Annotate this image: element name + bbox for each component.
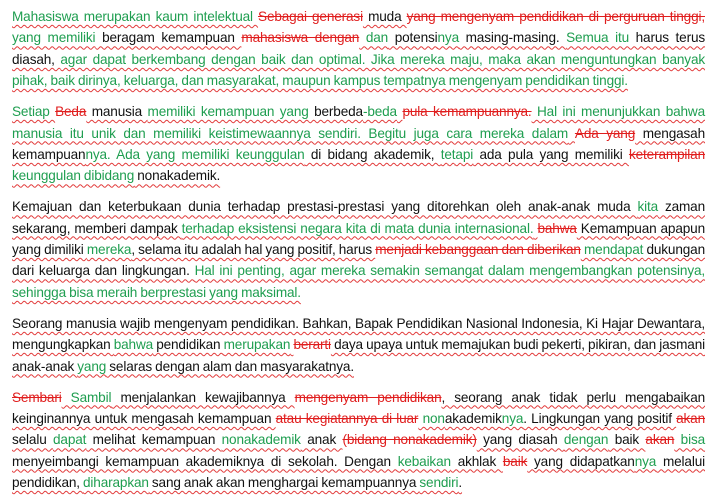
text-run[interactable]: baik xyxy=(608,432,646,448)
text-run[interactable]: ada pula yang memiliki xyxy=(473,146,629,162)
inserted-text[interactable]: dengan xyxy=(563,432,609,448)
deleted-text[interactable]: bahwa xyxy=(537,220,577,236)
inserted-text[interactable]: kita xyxy=(637,199,658,215)
paragraph-5[interactable] xyxy=(12,387,705,494)
text-run[interactable]: melalui pendidikan, xyxy=(12,453,705,491)
text-run[interactable]: berbeda xyxy=(308,104,363,120)
text-run[interactable]: beragam kemampuan xyxy=(95,30,242,46)
paragraph-2[interactable] xyxy=(12,101,705,187)
text-run[interactable]: anak xyxy=(300,432,343,448)
inserted-text[interactable]: Hal ini penting, agar mereka semakin semangat dalam mengembangkan potensinya, sehingga bisa meraih berprestasi yang maksimal. xyxy=(12,263,706,300)
text-run[interactable]: Kemampuan apapun yang dimiliki xyxy=(12,220,705,258)
text-run[interactable]: dukungan dari keluarga dan lingkungan. xyxy=(12,242,705,279)
text-run[interactable]: daya upaya untuk memajukan budi pekerti, pikiran, dan jasmani anak-anak xyxy=(12,337,705,374)
text-run[interactable]: yang didapatkan xyxy=(527,453,635,469)
text-run[interactable]: . xyxy=(458,475,463,491)
deleted-text[interactable]: menjadi kebanggaan dan diberikan xyxy=(375,242,581,258)
text-run[interactable]: pendidikan xyxy=(153,337,224,353)
text-run[interactable]: sang anak akan menghargai kemampuannya xyxy=(148,475,420,491)
paragraph-1[interactable] xyxy=(12,6,705,92)
inserted-text[interactable]: Setiap xyxy=(12,104,56,120)
text-run[interactable]: yang diasah xyxy=(476,432,564,448)
text-run[interactable]: masing-masing. xyxy=(458,30,567,46)
deleted-text[interactable]: akan xyxy=(676,410,705,426)
inserted-text[interactable]: nya xyxy=(634,453,657,469)
deleted-text[interactable]: atau kegiatannya di luar xyxy=(275,410,419,426)
inserted-text[interactable]: yang memiliki xyxy=(12,30,96,46)
text-run[interactable]: . Lingkungan yang positif xyxy=(523,410,677,426)
document-body[interactable] xyxy=(12,6,705,503)
inserted-text[interactable]: -beda xyxy=(362,104,397,120)
text-run[interactable] xyxy=(568,126,575,141)
text-run[interactable]: menyeimbangi kemampuan akademiknya di sekolah. Dengan xyxy=(12,453,398,469)
deleted-text[interactable]: mahasiswa dengan xyxy=(241,30,360,46)
text-run[interactable]: di bidang akademik, xyxy=(304,146,441,162)
inserted-text[interactable]: mereka xyxy=(86,242,132,258)
inserted-text[interactable]: yang xyxy=(77,358,107,374)
inserted-text[interactable]: bisa xyxy=(674,432,706,448)
inserted-text[interactable]: keunggulan dibidang xyxy=(12,168,135,184)
text-run[interactable]: muda xyxy=(362,9,407,24)
text-run[interactable]: harus terus diasah, xyxy=(12,30,706,67)
inserted-text[interactable]: nonakademik xyxy=(221,432,301,448)
text-run[interactable]: , seorang anak tidak perlu mengabaikan keinginannya untuk mengasah kemampuan xyxy=(12,389,706,426)
inserted-text[interactable]: bahwa xyxy=(113,337,154,353)
inserted-text[interactable]: diharapkan xyxy=(83,475,149,491)
deleted-text[interactable]: berarti xyxy=(293,337,331,353)
text-run[interactable]: Kemajuan dan keterbukaan dunia terhadap prestasi-prestasi yang ditorehkan oleh anak-anak muda xyxy=(12,199,638,215)
text-run[interactable]: selaras dengan alam dan masyarakatnya. xyxy=(106,358,354,374)
inserted-text[interactable]: dan xyxy=(359,30,389,46)
deleted-text[interactable]: Sebagai generasi xyxy=(258,9,363,24)
inserted-text[interactable]: agar dapat berkembang dengan baik dan optimal. Jika mereka maju, maka akan menguntungkan banyak pihak, baik dirinya, keluarga, dan masyarakat, maupun kampus tempatnya mengenyam pendidikan tinggi. xyxy=(12,51,705,89)
text-run[interactable]: Seorang manusia wajib mengenyam pendidikan. Bahkan, Bapak Pendidikan Nasional Indonesia, Ki Hajar Dewantara, mengungkapkan xyxy=(12,315,705,353)
paragraph-4[interactable] xyxy=(12,313,705,377)
deleted-text[interactable]: yang mengenyam pendidikan di perguruan tinggi, xyxy=(406,9,705,24)
text-run[interactable]: akademik xyxy=(444,410,502,426)
text-run[interactable]: manusia xyxy=(86,104,148,120)
deleted-text[interactable]: Sembari xyxy=(12,389,62,405)
inserted-text[interactable]: mendapat xyxy=(580,242,644,258)
deleted-text[interactable]: baik xyxy=(502,453,528,469)
inserted-text[interactable]: Mahasiswa merupakan kaum intelektual xyxy=(12,9,259,24)
inserted-text[interactable]: memiliki kemampuan yang xyxy=(147,104,309,120)
text-run[interactable]: potensi xyxy=(388,30,438,46)
deleted-text[interactable]: Beda xyxy=(55,104,87,120)
deleted-text[interactable]: akan xyxy=(645,432,675,448)
inserted-text[interactable]: nya xyxy=(437,30,459,46)
text-run[interactable]: nonakademik. xyxy=(134,168,221,184)
deleted-text[interactable]: (bidang nonakademik) xyxy=(342,432,477,448)
inserted-text[interactable]: dapat xyxy=(53,432,87,448)
text-run[interactable]: , selama itu adalah hal yang positif, harus xyxy=(131,242,376,258)
text-run[interactable]: melihat kemampuan xyxy=(86,432,222,448)
inserted-text[interactable]: Semua itu xyxy=(566,30,629,46)
text-run[interactable]: zaman sekarang, memberi dampak xyxy=(12,199,705,236)
inserted-text[interactable]: terhadap eksistensi negara kita di mata dunia internasional. xyxy=(181,220,534,236)
text-run[interactable]: mengasah kemampuan xyxy=(12,125,705,162)
inserted-text[interactable]: nya xyxy=(501,410,524,426)
inserted-text[interactable]: tetapi xyxy=(440,146,474,162)
inserted-text[interactable]: Sambil xyxy=(61,389,112,405)
deleted-text[interactable]: Ada yang xyxy=(574,125,636,141)
paragraph-3[interactable] xyxy=(12,196,705,303)
inserted-text[interactable]: nya. Ada yang memiliki keunggulan xyxy=(85,146,305,162)
inserted-text[interactable]: sendiri xyxy=(419,475,459,491)
text-run[interactable]: akhlak xyxy=(450,453,503,469)
deleted-text[interactable]: pula kemampuannya. xyxy=(402,104,532,120)
text-run[interactable]: menjalankan kewajibannya xyxy=(111,389,295,405)
text-run[interactable]: selalu xyxy=(12,432,53,448)
inserted-text[interactable]: non xyxy=(418,410,445,426)
deleted-text[interactable]: mengenyam pendidikan xyxy=(294,389,442,405)
inserted-text[interactable]: Hal ini menunjukkan bahwa manusia itu unik dan memiliki keistimewaannya sendiri. Begitu juga cara mereka dalam xyxy=(12,104,705,141)
inserted-text[interactable]: kebaikan xyxy=(397,453,451,469)
deleted-text[interactable]: keterampilan xyxy=(628,146,705,162)
inserted-text[interactable]: merupakan xyxy=(223,337,291,353)
